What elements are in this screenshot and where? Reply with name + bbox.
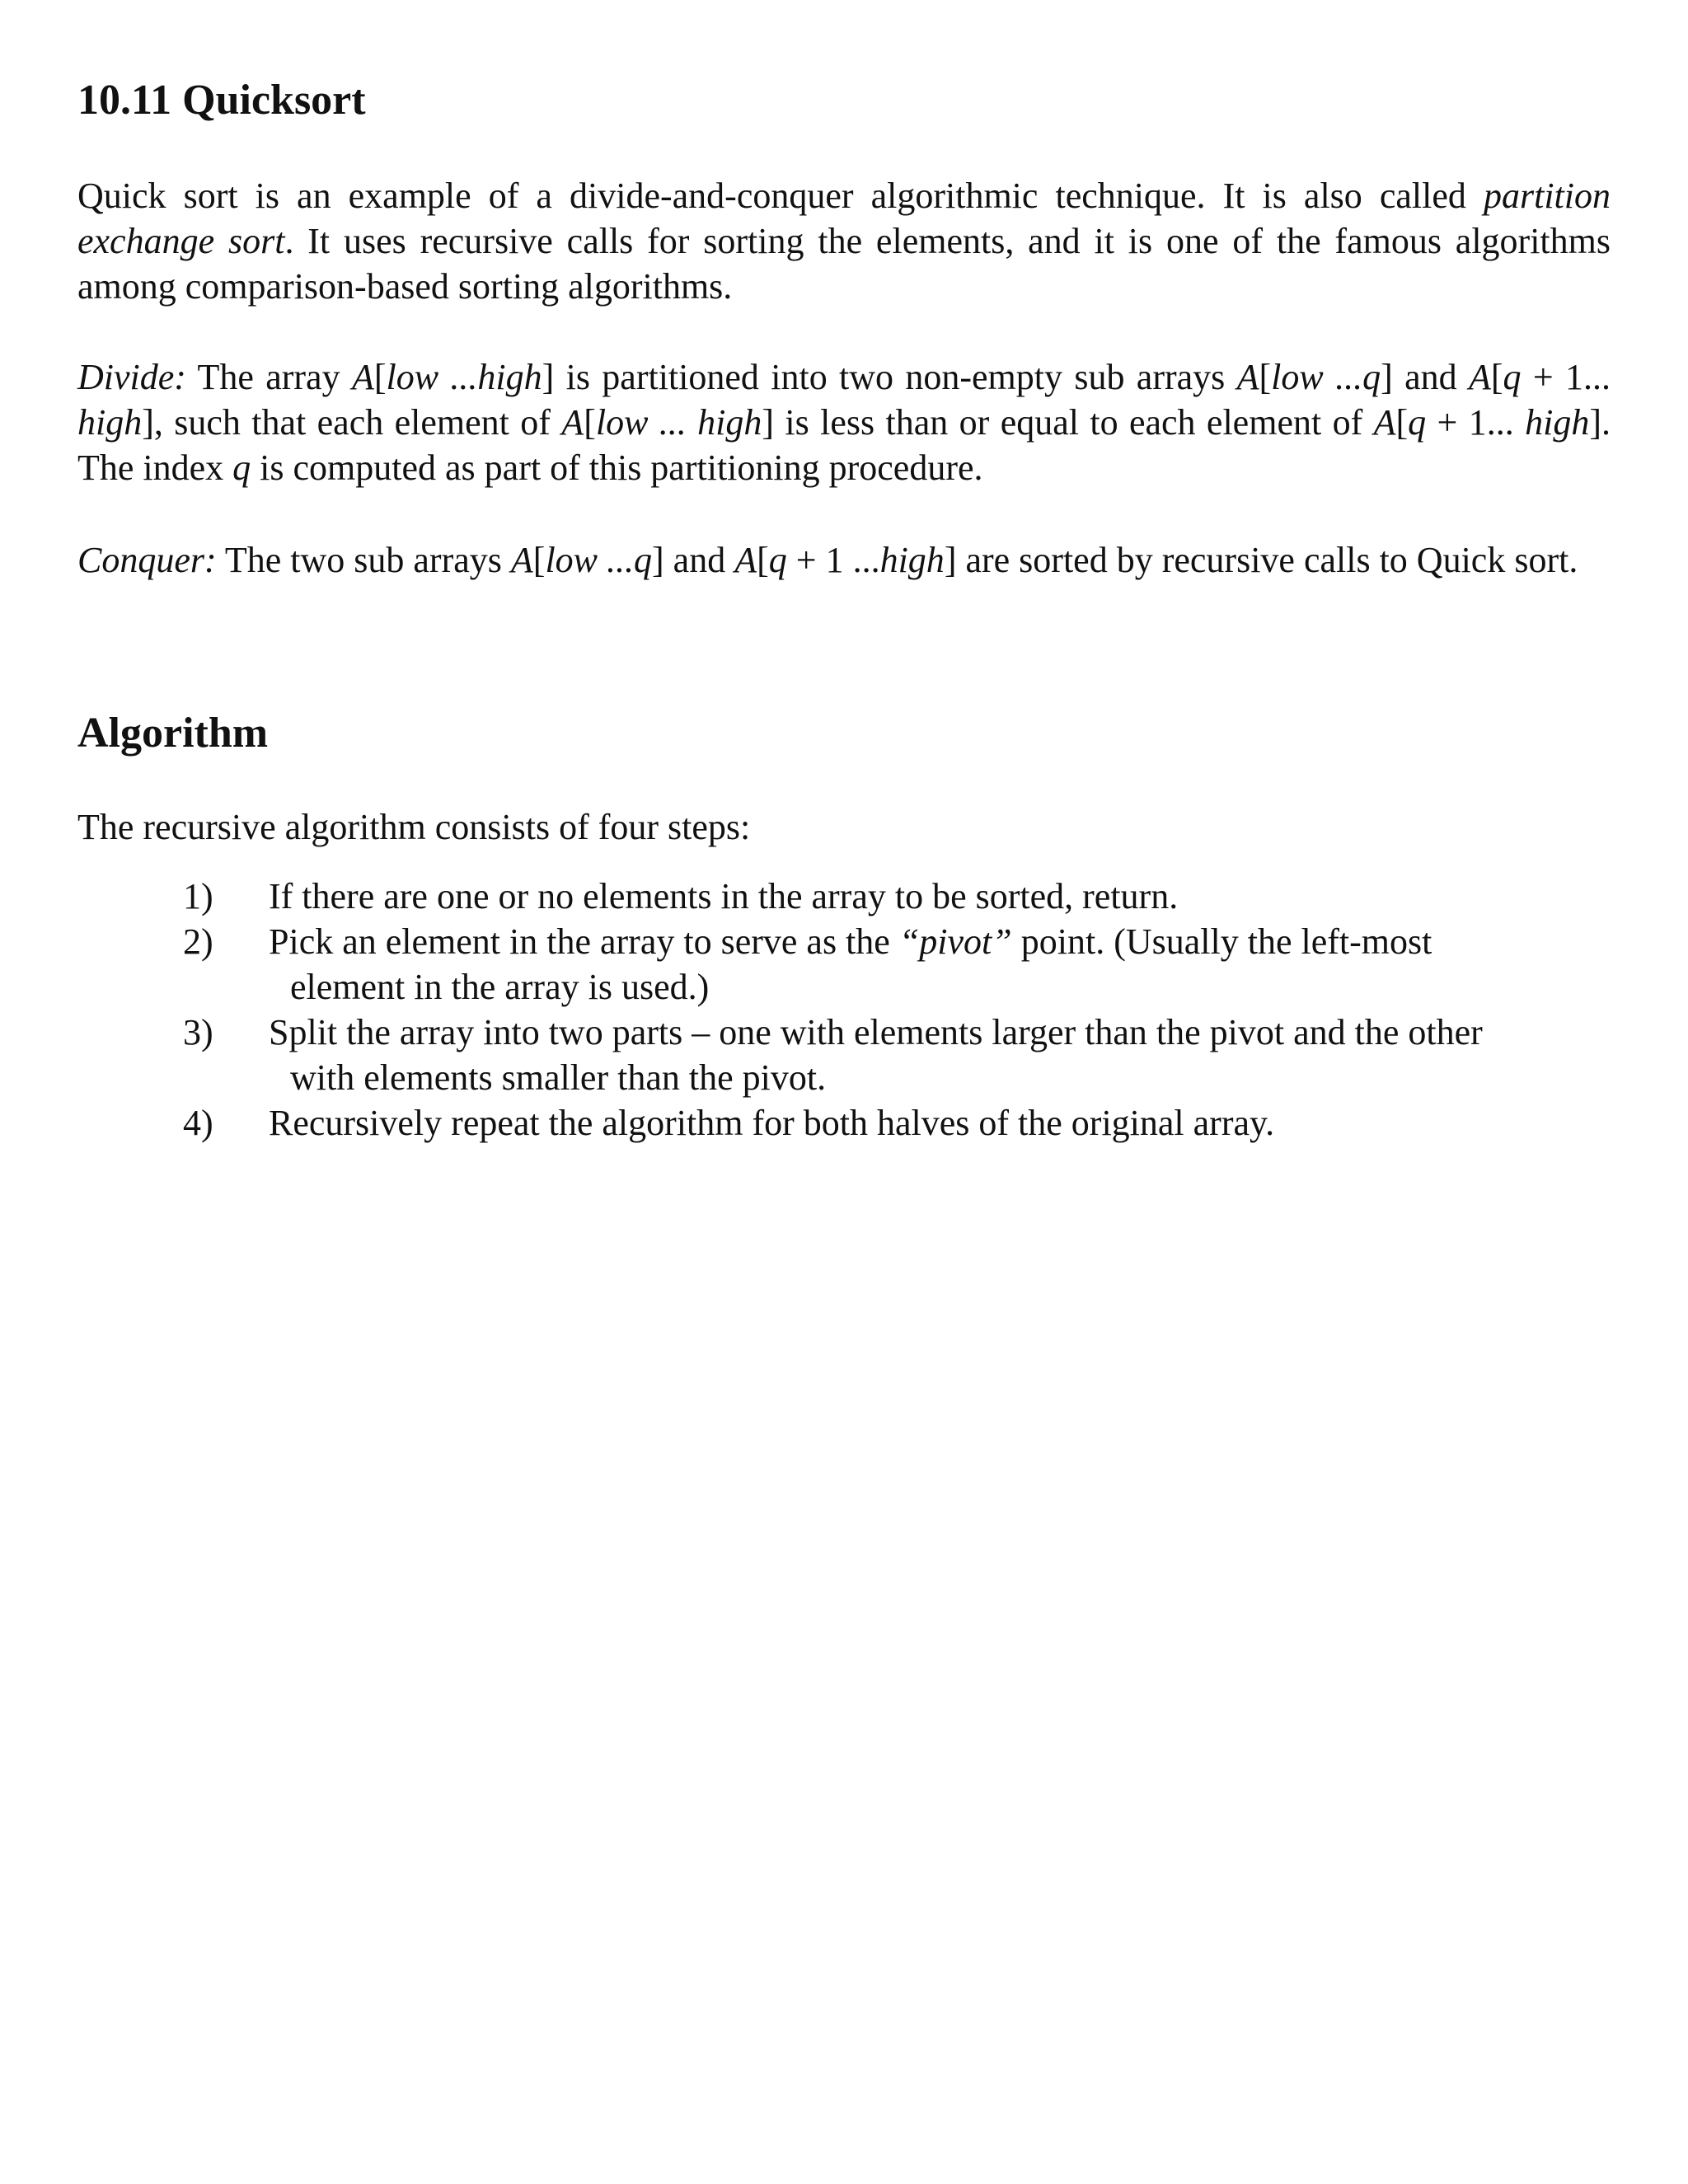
- bracket: [: [1490, 357, 1503, 397]
- range-expr: low ...high: [386, 357, 542, 397]
- intro-italic-term: partition exchange sort: [77, 176, 1611, 261]
- steps-intro: The recursive algorithm consists of four steps:: [77, 807, 751, 847]
- step-number: 3): [183, 1012, 213, 1052]
- index-q: q: [1503, 357, 1522, 397]
- list-item: [77, 919, 1611, 1010]
- array-symbol: A: [734, 540, 757, 580]
- divide-text: ] is less than or equal to each element of: [762, 402, 1374, 443]
- divide-text: + 1...: [1426, 402, 1526, 443]
- step-text-part: Pick an element in the array to serve as the: [269, 921, 899, 962]
- divide-text: is computed as part of this partitioning procedure.: [251, 448, 983, 488]
- algorithm-heading: Algorithm: [77, 710, 269, 757]
- step-text-continuation: [269, 964, 1611, 1010]
- step-text-continuation: [269, 1055, 1611, 1100]
- bracket: [: [584, 402, 596, 443]
- step-number: 1): [183, 876, 213, 916]
- array-symbol: A: [561, 402, 584, 443]
- array-symbol: A: [1373, 402, 1396, 443]
- range-expr: low ...q: [545, 540, 653, 580]
- step-text: If there are one or no elements in the array to be sorted, return.: [269, 876, 1179, 916]
- range-expr: low ...q: [1271, 357, 1381, 397]
- divide-text: ] and: [1381, 357, 1469, 397]
- array-symbol: A: [510, 540, 533, 580]
- list-item: [77, 1010, 1611, 1100]
- divide-text: The array: [185, 357, 352, 397]
- step-text: [269, 919, 1611, 964]
- bracket: [: [532, 540, 546, 580]
- step-text-line2: element in the array is used.): [290, 967, 710, 1007]
- bracket: [: [757, 540, 769, 580]
- step-text: Split the array into two parts – one with elements larger than the pivot and the other: [269, 1012, 1483, 1052]
- conquer-label: Conquer:: [77, 540, 217, 580]
- conquer-text: + 1 ...: [786, 540, 880, 580]
- step-text-part: point. (Usually the left-most: [1011, 921, 1432, 962]
- array-symbol: A: [1468, 357, 1491, 397]
- array-symbol: A: [351, 357, 374, 397]
- divide-text: + 1...: [1521, 357, 1611, 397]
- index-q: q: [768, 540, 787, 580]
- divide-text: ], such that each element of: [142, 402, 562, 443]
- range-high: high: [77, 402, 143, 443]
- pivot-term: “pivot”: [898, 921, 1012, 962]
- bracket: [: [1395, 402, 1409, 443]
- list-item: [77, 1100, 1611, 1146]
- range-high: high: [879, 540, 945, 580]
- conquer-text: The two sub arrays: [216, 540, 511, 580]
- index-q: q: [1408, 402, 1427, 443]
- steps-list: [77, 874, 1611, 1146]
- index-q: q: [232, 448, 251, 488]
- divide-label: Divide:: [77, 357, 186, 397]
- list-item: [77, 874, 1611, 919]
- bracket: [: [373, 357, 387, 397]
- intro-text-1: Quick sort is an example of a divide-and-conquer algorithmic technique. It is also called: [77, 176, 1484, 216]
- divide-text: ]. The index: [77, 402, 1611, 488]
- range-high: high: [1525, 402, 1590, 443]
- step-number: 2): [183, 921, 213, 962]
- array-symbol: A: [1236, 357, 1259, 397]
- intro-paragraph: [77, 173, 1611, 309]
- divide-paragraph: [77, 354, 1611, 490]
- step-text-line2: with elements smaller than the pivot.: [290, 1057, 827, 1098]
- conquer-text: ] and: [652, 540, 735, 580]
- bracket: [: [1259, 357, 1272, 397]
- conquer-paragraph: [77, 537, 1611, 583]
- conquer-text: ] are sorted by recursive calls to Quick sort.: [944, 540, 1578, 580]
- divide-text: ] is partitioned into two non-empty sub arrays: [542, 357, 1237, 397]
- range-expr: low ... high: [595, 402, 762, 443]
- step-text: Recursively repeat the algorithm for both halves of the original array.: [269, 1103, 1275, 1143]
- step-number: 4): [183, 1103, 213, 1143]
- section-title: 10.11 Quicksort: [77, 77, 366, 124]
- intro-text-2: . It uses recursive calls for sorting the elements, and it is one of the famous algorithms among comparison-based sorting algorithms.: [77, 221, 1611, 307]
